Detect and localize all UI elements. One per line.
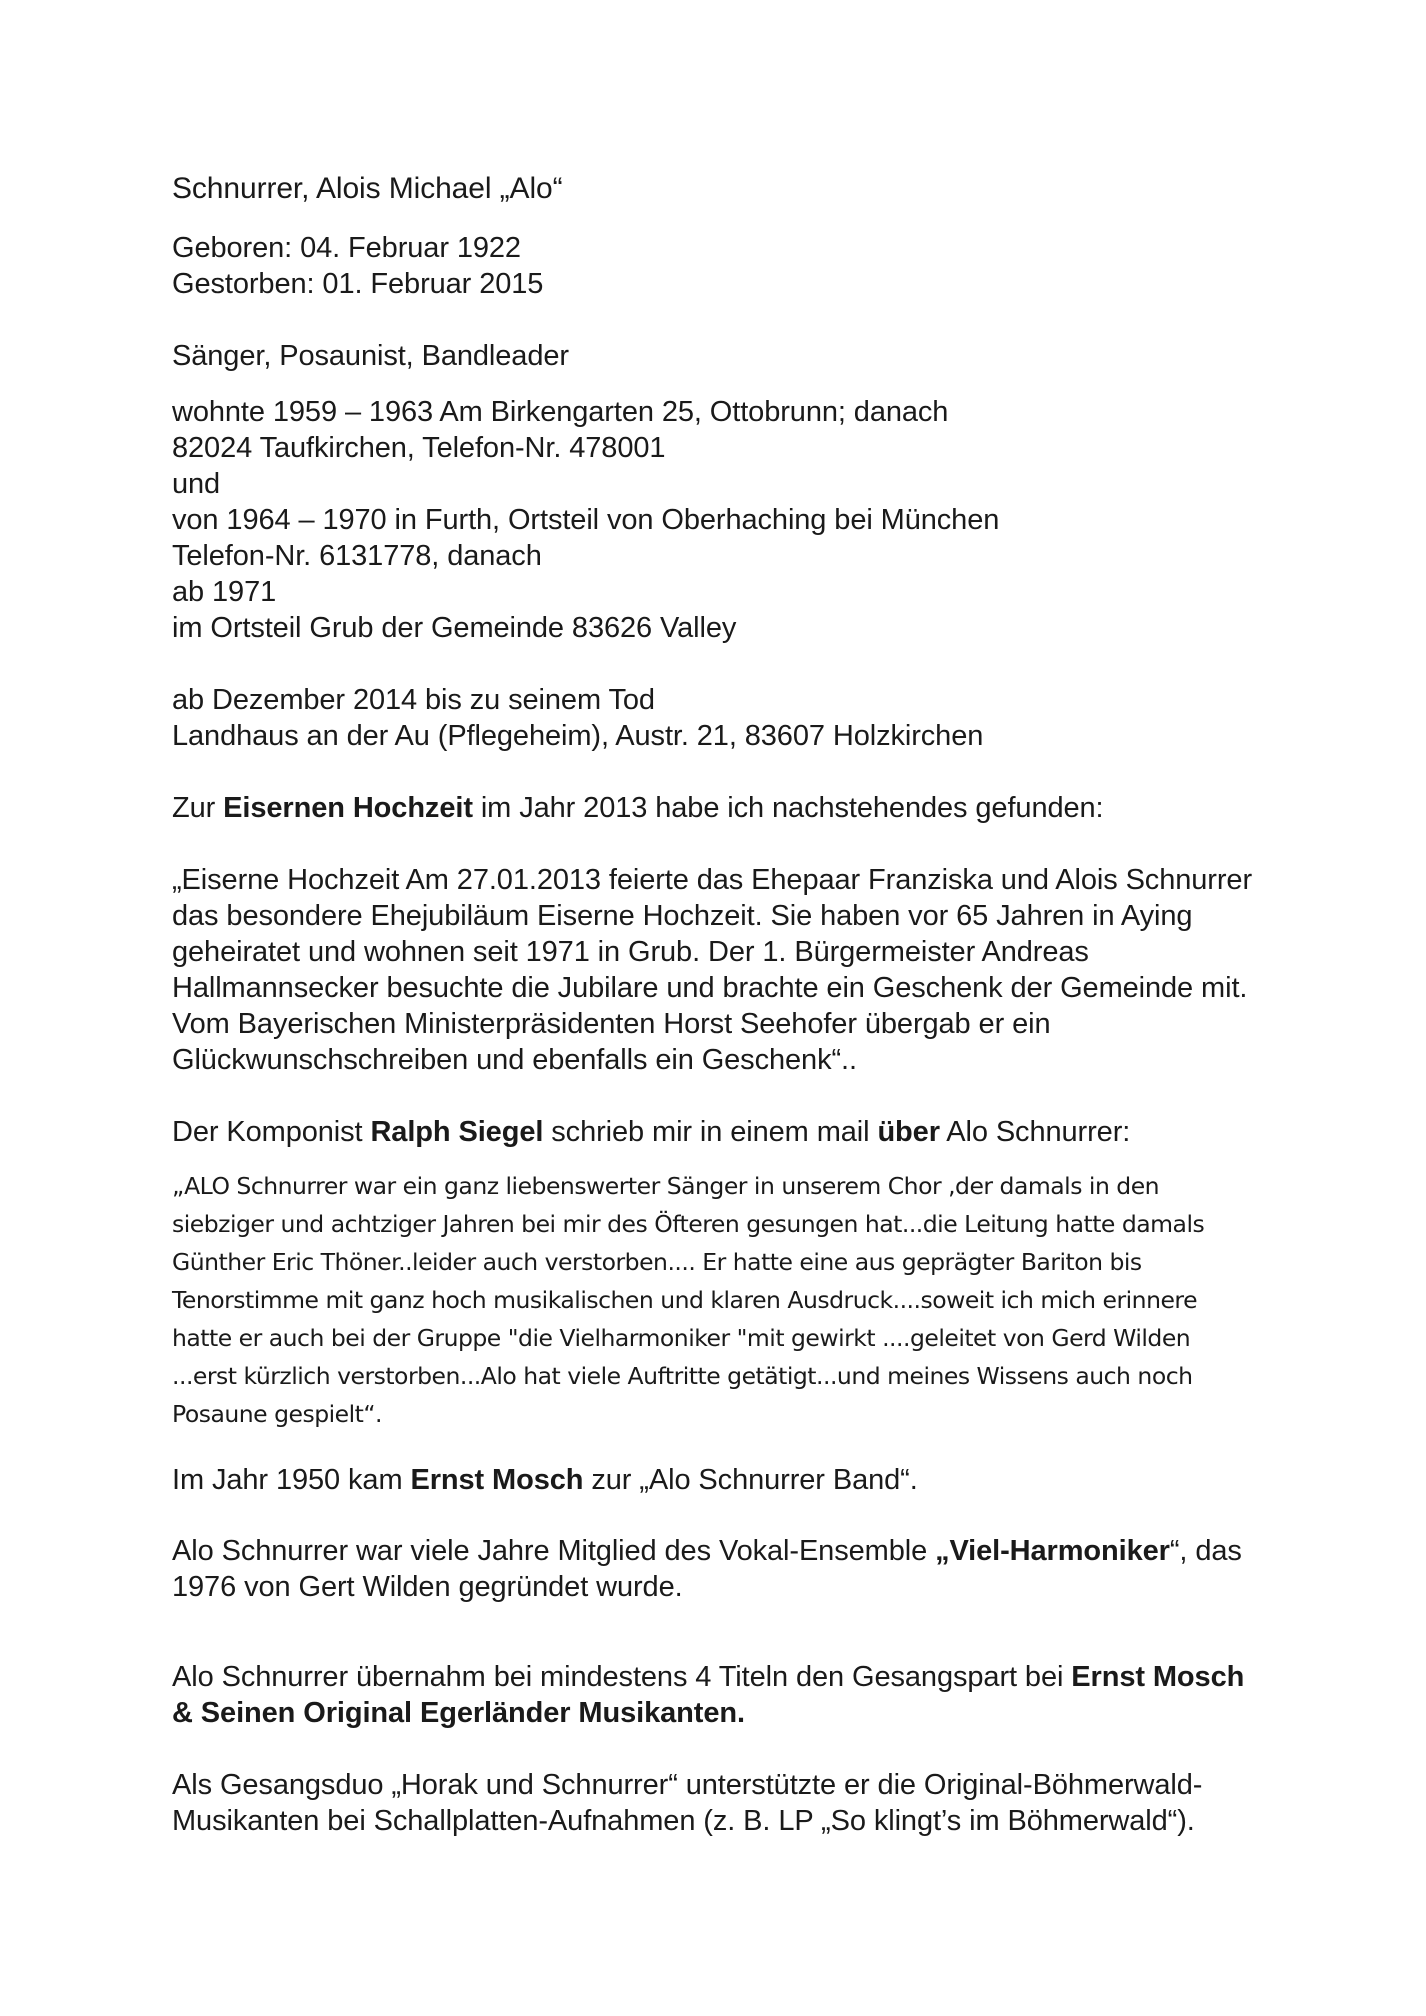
boehmerwald-line: Musikanten bei Schallplatten-Aufnahmen (z. B. LP „So klingt’s im Böhmerwald“). (172, 1805, 1195, 1837)
siegel-mail-line: ...erst kürzlich verstorben...Alo hat viele Auftritte getätigt...und meines Wissens auch noch (172, 1362, 1193, 1390)
wedding-intro-prefix: Zur (172, 792, 224, 824)
last-residence-line: ab Dezember 2014 bis zu seinem Tod (172, 684, 655, 716)
siegel-mail-line: Posaune gespielt“. (172, 1400, 382, 1428)
boehmerwald-line: Als Gesangsduo „Horak und Schnurrer“ unterstützte er die Original-Böhmerwald- (172, 1769, 1203, 1801)
vielharmoniker-line (172, 1533, 1242, 1569)
egerlaender-line (172, 1695, 745, 1731)
wedding-quote-line: Hallmannsecker besuchte die Jubilare und brachte ein Geschenk der Gemeinde mit. (172, 972, 1248, 1004)
residence-line: ab 1971 (172, 576, 277, 608)
wedding-intro-suffix: im Jahr 2013 habe ich nachstehendes gefunden: (472, 792, 1104, 824)
last-residence-line: Landhaus an der Au (Pflegeheim), Austr. 21, 83607 Holzkirchen (172, 720, 984, 752)
residence-line: im Ortsteil Grub der Gemeinde 83626 Valley (172, 612, 737, 644)
wedding-quote-line: das besondere Ehejubiläum Eiserne Hochzeit. Sie haben vor 65 Jahren in Aying (172, 900, 1193, 932)
siegel-intro-middle: schrieb mir in einem mail (543, 1116, 878, 1148)
mosch-1950-prefix: Im Jahr 1950 kam (172, 1464, 411, 1496)
wedding-quote-line: „Eiserne Hochzeit Am 27.01.2013 feierte das Ehepaar Franziska und Alois Schnurrer (172, 864, 1252, 896)
siegel-bold-word: über (877, 1116, 940, 1148)
vielharmoniker-suffix: “, das (1169, 1535, 1242, 1567)
death-date: Gestorben: 01. Februar 2015 (172, 268, 544, 300)
residence-line: Telefon-Nr. 6131778, danach (172, 540, 542, 572)
egerlaender-bold: & Seinen Original Egerländer Musikanten. (172, 1697, 745, 1729)
siegel-mail-line: „ALO Schnurrer war ein ganz liebenswerter Sänger in unserem Chor ,der damals in den (172, 1172, 1160, 1200)
siegel-mail-line: siebziger und achtziger Jahren bei mir des Öfteren gesungen hat...die Leitung hatte damals (172, 1210, 1205, 1238)
residence-line: und (172, 468, 221, 500)
siegel-intro (172, 1114, 1130, 1150)
egerlaender-bold: Ernst Mosch (1071, 1661, 1245, 1693)
siegel-intro-suffix: Alo Schnurrer: (939, 1116, 1131, 1148)
egerlaender-prefix: Alo Schnurrer übernahm bei mindestens 4 Titeln den Gesangspart bei (172, 1661, 1072, 1693)
mosch-1950-suffix: zur „Alo Schnurrer Band“. (583, 1464, 918, 1496)
wedding-quote-line: Vom Bayerischen Ministerpräsidenten Horst Seehofer übergab er ein (172, 1008, 1051, 1040)
vielharmoniker-bold: „Viel-Harmoniker (935, 1535, 1170, 1567)
egerlaender-line (172, 1659, 1244, 1695)
siegel-name: Ralph Siegel (370, 1116, 544, 1148)
page-title: Schnurrer, Alois Michael „Alo“ (172, 172, 563, 205)
vielharmoniker-prefix: Alo Schnurrer war viele Jahre Mitglied des Vokal-Ensemble (172, 1535, 936, 1567)
siegel-mail-line: Günther Eric Thöner..leider auch verstorben.... Er hatte eine aus geprägter Bariton bis (172, 1248, 1142, 1276)
mosch-1950-bold: Ernst Mosch (410, 1464, 584, 1496)
siegel-mail-line: hatte er auch bei der Gruppe "die Vielharmoniker "mit gewirkt ....geleitet von Gerd Wilden (172, 1324, 1191, 1352)
siegel-mail-line: Tenorstimme mit ganz hoch musikalischen und klaren Ausdruck....soweit ich mich erinnere (172, 1286, 1198, 1314)
wedding-quote-line: geheiratet und wohnen seit 1971 in Grub. Der 1. Bürgermeister Andreas (172, 936, 1089, 968)
vielharmoniker-line: 1976 von Gert Wilden gegründet wurde. (172, 1571, 683, 1603)
residence-line: 82024 Taufkirchen, Telefon-Nr. 478001 (172, 432, 666, 464)
residence-line: wohnte 1959 – 1963 Am Birkengarten 25, Ottobrunn; danach (172, 396, 949, 428)
wedding-intro (172, 790, 1104, 826)
birth-date: Geboren: 04. Februar 1922 (172, 232, 521, 264)
profession: Sänger, Posaunist, Bandleader (172, 340, 569, 372)
wedding-intro-bold: Eisernen Hochzeit (223, 792, 473, 824)
wedding-quote-line: Glückwunschschreiben und ebenfalls ein Geschenk“.. (172, 1044, 857, 1076)
residence-line: von 1964 – 1970 in Furth, Ortsteil von Oberhaching bei München (172, 504, 1000, 536)
siegel-intro-prefix: Der Komponist (172, 1116, 371, 1148)
mosch-1950 (172, 1462, 918, 1498)
